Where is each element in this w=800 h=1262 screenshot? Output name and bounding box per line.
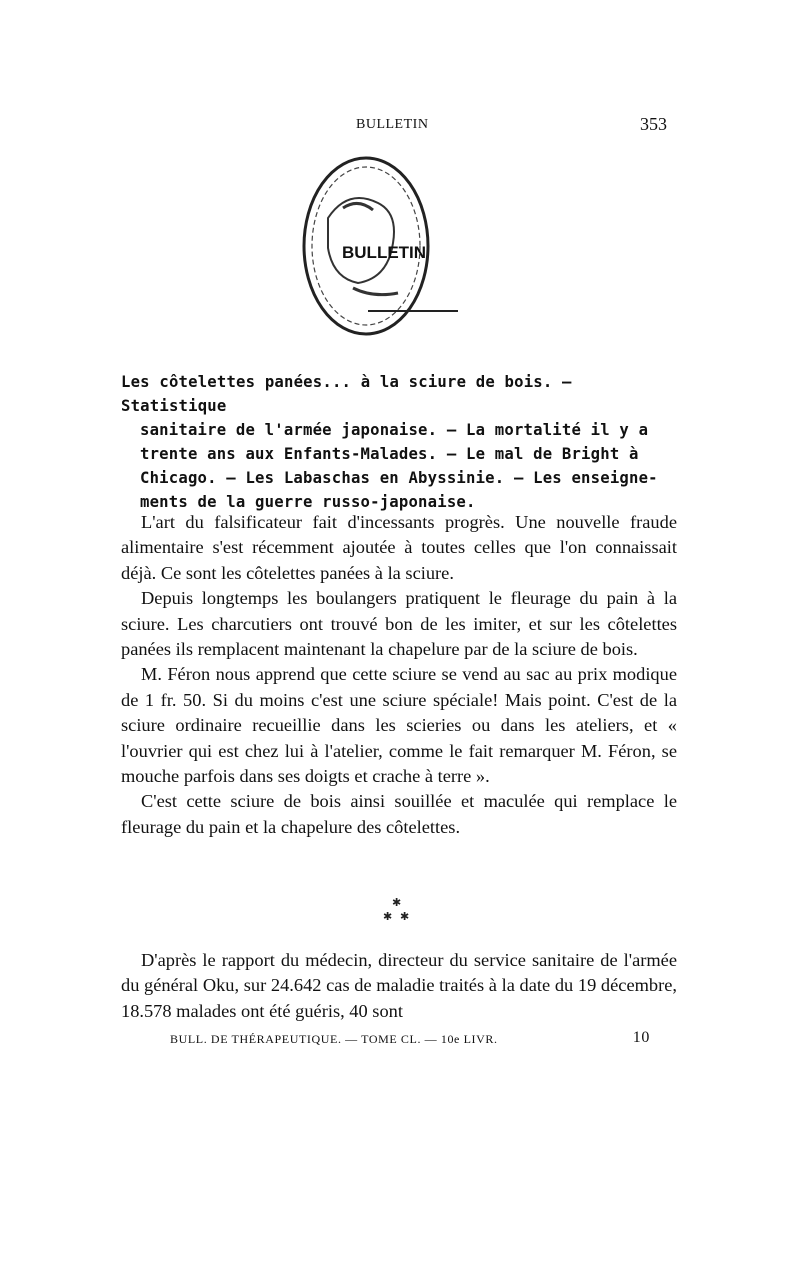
- article-body: [121, 510, 677, 840]
- article-summary: [121, 370, 681, 514]
- summary-line: ments de la guerre russo-japonaise.: [140, 493, 476, 511]
- page-number: 353: [640, 114, 667, 134]
- paragraph: L'art du falsificateur fait d'incessants progrès. Une nouvelle fraude alimentaire s'est récemment ajoutée à toutes celles que l'on connaissait déjà. Ce sont les côtelettes panées à la sciure.: [121, 512, 677, 583]
- running-title: BULLETIN: [356, 117, 429, 132]
- footer-sheet-number: 10: [632, 1029, 650, 1046]
- svg-text:✱: ✱: [400, 910, 410, 923]
- library-stamp: [298, 148, 460, 348]
- summary-line: sanitaire de l'armée japonaise. — La mortalité il y a: [140, 421, 649, 439]
- paragraph: C'est cette sciure de bois ainsi souillée et maculée qui remplace le fleurage du pain et la chapelure des côtelettes.: [121, 791, 677, 837]
- footer-signature: BULL. DE THÉRAPEUTIQUE. — TOME CL. — 10e LIVR.: [170, 1032, 498, 1046]
- asterism-icon: [380, 896, 410, 926]
- summary-line: trente ans aux Enfants-Malades. — Le mal de Bright à: [140, 445, 639, 463]
- paragraph: D'après le rapport du médecin, directeur du service sanitaire de l'armée du général Oku, sur 24.642 cas de maladie traités à la date du 19 décembre, 18.578 malades ont été guéris, 40 sont: [121, 950, 677, 1021]
- paragraph: M. Féron nous apprend que cette sciure se vend au sac au prix modique de 1 fr. 50. Si du moins c'est une sciure spéciale! Mais point. C'est de la sciure ordinaire recueillie dans les scieries ou dans les ateliers, et « l'ouvrier qui est chez lui à l'atelier, comme le fait remarquer M. Féron, se mouche parfois dans ses doigts et crache à terre ».: [121, 664, 677, 787]
- svg-text:✱: ✱: [383, 910, 393, 923]
- stamp-label: BULLETIN: [342, 243, 427, 262]
- summary-line: Les côtelettes panées... à la sciure de bois. — Statistique: [121, 373, 572, 415]
- page-footer: [170, 1029, 650, 1047]
- summary-line: Chicago. — Les Labaschas en Abyssinie. — Les enseigne-: [140, 469, 658, 487]
- article-body-continued: [121, 948, 677, 1024]
- paragraph: Depuis longtemps les boulangers pratiquent le fleurage du pain à la sciure. Les charcutiers ont trouvé bon de les imiter, et sur les côtelettes panées ils remplacent maintenant la chapelure par de la sciure de bois.: [121, 588, 677, 660]
- svg-text:✱: ✱: [392, 896, 402, 909]
